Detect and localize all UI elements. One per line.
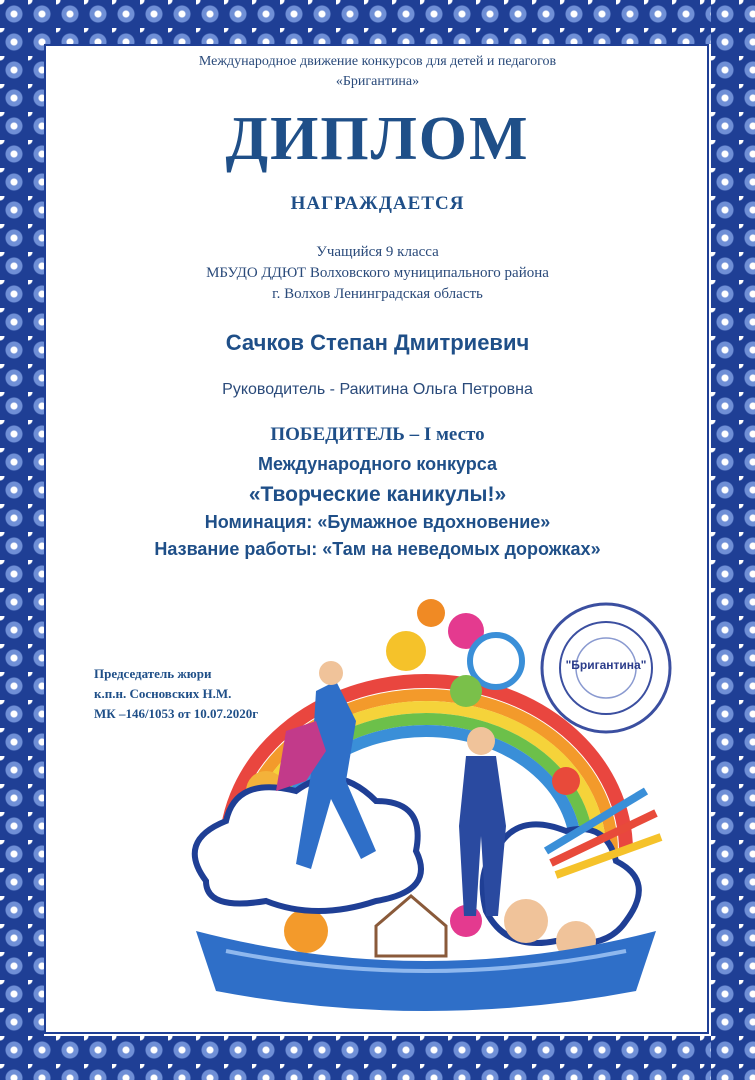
work-title-line: Название работы: «Там на неведомых дорожках» [154,539,601,559]
leader-line: Руководитель - Ракитина Ольга Петровна [222,381,533,398]
recipient-name: Сачков Степан Дмитриевич [225,330,530,355]
decorative-border-right [711,0,755,1080]
jury-name-line: к.п.н. Сосновских Н.М. [94,686,232,701]
winner-place: ПОБЕДИТЕЛЬ – I место [270,424,485,445]
organizer-line-1: Международное движение конкурсов для детей и педагогов [198,54,557,69]
awarded-heading: НАГРАЖДАЕТСЯ [290,193,465,214]
recipient-info-school: МБУДО ДДЮТ Волховского муниципального района [206,265,549,281]
jury-chair-line: Председатель жюри [94,666,212,681]
organizer-line-2: «Бригантина» [335,74,420,89]
contest-name: «Творческие каникулы!» [248,483,507,506]
recipient-info-city: г. Волхов Ленинградская область [272,286,483,302]
seal-label: "Бригантина" [565,658,647,672]
diploma-content [46,46,709,1034]
decorative-border-left [0,0,44,1080]
recipient-info-class: Учащийся 9 класса [316,244,439,260]
diploma-title: ДИПЛОМ [225,105,530,173]
nomination-line: Номинация: «Бумажное вдохновение» [204,512,551,532]
decorative-border-top [0,0,755,44]
decorative-border-bottom [0,1036,755,1080]
contest-type: Международного конкурса [257,454,498,474]
registration-line: МК –146/1053 от 10.07.2020г [94,706,259,721]
